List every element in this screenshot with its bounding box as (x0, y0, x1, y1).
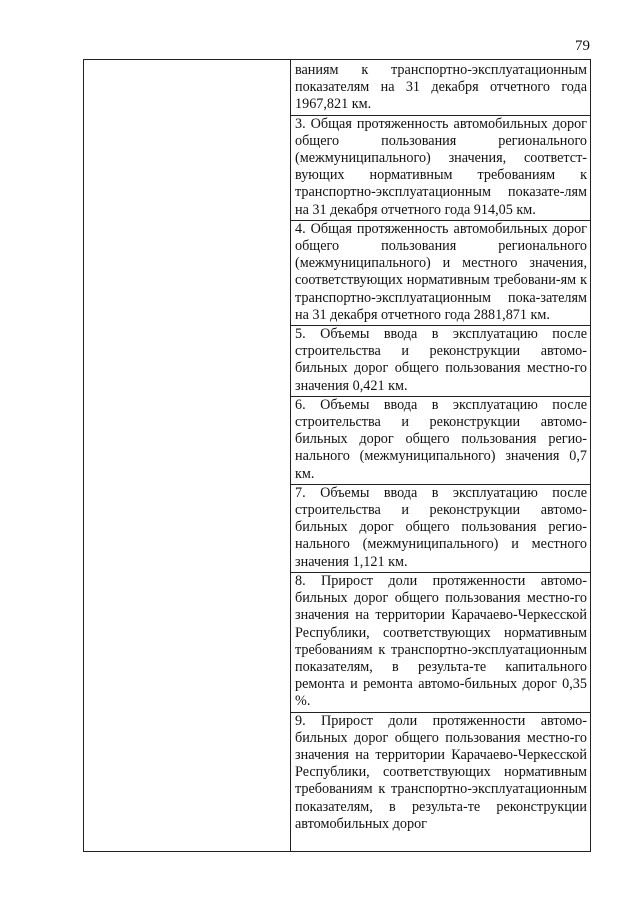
list-item: 8. Прирост доли протяженности автомо-бильных дорог общего пользования местно-го значения на территории Карачаево-Черкесской Республики, соответствующих нормативным требованиям к транспортно-эксплуатационным показателям, в результа-те капитального ремонта и ремонта автомо-бильных дорог 0,35 %. (291, 573, 590, 713)
list-item: 4. Общая протяженность автомобильных дорог общего пользования регионального (межмуниципального) и местного значения, соответствующих нормативным требовани-ям к транспортно-эксплуатационным пока-зателям на 31 декабря отчетного года 2881,871 км. (291, 221, 590, 326)
table-right-column (291, 60, 590, 851)
list-item: ваниям к транспортно-эксплуатационным показателям на 31 декабря отчетного года 1967,821 км. (291, 62, 590, 116)
list-item: 6. Объемы ввода в эксплуатацию после строительства и реконструкции автомо-бильных дорог общего пользования регио-нального (межмуниципального) значения 0,7 км. (291, 397, 590, 485)
page-number: 79 (575, 38, 590, 54)
list-item: 5. Объемы ввода в эксплуатацию после строительства и реконструкции автомо-бильных дорог общего пользования местно-го значения 0,421 км. (291, 326, 590, 397)
list-item: 9. Прирост доли протяженности автомо-бильных дорог общего пользования местно-го значения на территории Карачаево-Черкесской Республики, соответствующих нормативным требованиям к транспортно-эксплуатационным показателям, в результа-те реконструкции автомобильных дорог (295, 712, 587, 832)
list-item: 3. Общая протяженность автомобильных дорог общего пользования регионального (межмуниципального) значения, соответст-вующих нормативным требованиям к транспортно-эксплуатационным показате-лям на 31 декабря отчетного года 914,05 км. (291, 116, 590, 221)
table-left-column (84, 60, 291, 851)
list-item: 7. Объемы ввода в эксплуатацию после строительства и реконструкции автомо-бильных дорог общего пользования регио-нального (межмуниципального) и местного значения 1,121 км. (291, 485, 590, 573)
indicators-table (83, 59, 591, 852)
